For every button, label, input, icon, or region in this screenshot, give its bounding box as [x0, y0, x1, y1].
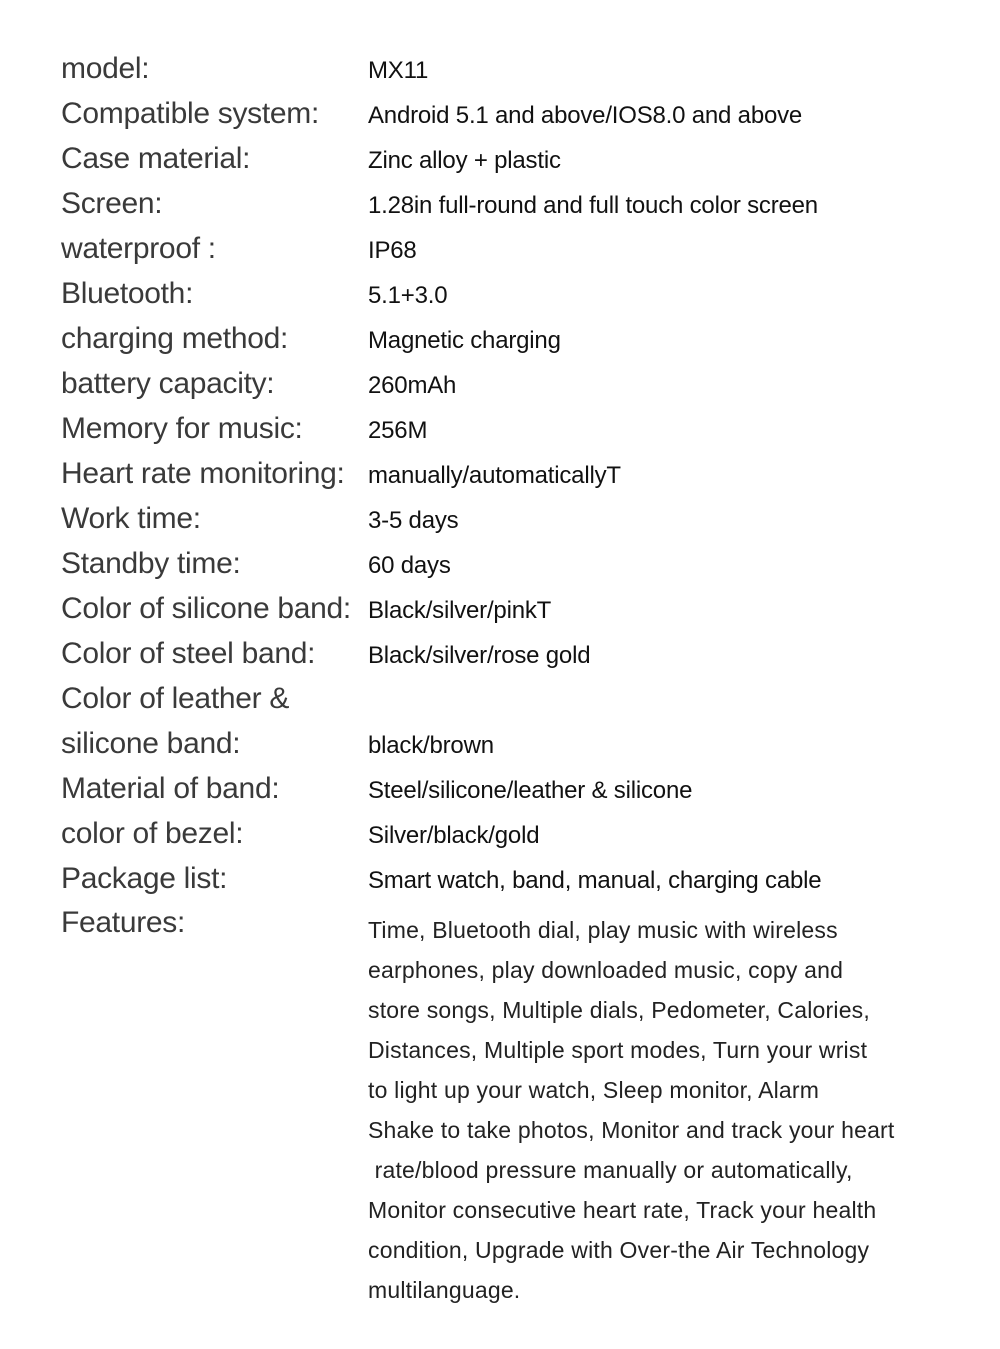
spec-label-standby-time: Standby time: [61, 547, 241, 580]
spec-label-leather-band-color-line2: silicone band: [61, 727, 241, 760]
spec-label-features: Features: [61, 906, 186, 939]
spec-label-model: model: [61, 52, 150, 85]
spec-value-memory-for-music: 256M [368, 417, 428, 444]
spec-value-compatible-system: Android 5.1 and above/IOS8.0 and above [368, 102, 803, 129]
features-line: Monitor consecutive heart rate, Track your health [368, 1197, 877, 1223]
spec-label-steel-band-color: Color of steel band: [61, 637, 316, 670]
spec-value-package-list: Smart watch, band, manual, charging cable [368, 867, 822, 894]
features-line: multilanguage. [368, 1277, 521, 1303]
spec-value-case-material: Zinc alloy + plastic [368, 147, 561, 174]
spec-value-standby-time: 60 days [368, 552, 451, 579]
spec-value-waterproof: IP68 [368, 237, 417, 264]
spec-label-silicone-band-color: Color of silicone band: [61, 592, 351, 625]
spec-value-bezel-color: Silver/black/gold [368, 822, 540, 849]
spec-label-heart-rate-monitoring: Heart rate monitoring: [61, 457, 345, 490]
spec-label-bezel-color: color of bezel: [61, 817, 244, 850]
features-line: Shake to take photos, Monitor and track your heart [368, 1117, 895, 1143]
spec-label-leather-band-color-line1: Color of leather & [61, 682, 290, 715]
spec-label-case-material: Case material: [61, 142, 251, 175]
spec-value-steel-band-color: Black/silver/rose gold [368, 642, 591, 669]
spec-value-screen: 1.28in full-round and full touch color screen [368, 192, 818, 219]
spec-value-model: MX11 [368, 57, 429, 84]
spec-label-package-list: Package list: [61, 862, 228, 895]
features-line: Distances, Multiple sport modes, Turn your wrist [368, 1037, 868, 1063]
spec-label-battery-capacity: battery capacity: [61, 367, 275, 400]
spec-label-compatible-system: Compatible system: [61, 97, 320, 130]
features-line: condition, Upgrade with Over-the Air Technology [368, 1237, 870, 1263]
spec-value-silicone-band-color: Black/silver/pinkT [368, 597, 552, 624]
spec-value-battery-capacity: 260mAh [368, 372, 457, 399]
features-line: store songs, Multiple dials, Pedometer, Calories, [368, 997, 870, 1023]
spec-label-work-time: Work time: [61, 502, 201, 535]
spec-label-band-material: Material of band: [61, 772, 280, 805]
spec-label-bluetooth: Bluetooth: [61, 277, 194, 310]
features-line: earphones, play downloaded music, copy and [368, 957, 844, 983]
spec-value-leather-band-color: black/brown [368, 732, 494, 759]
spec-label-waterproof: waterproof : [61, 232, 216, 265]
spec-label-memory-for-music: Memory for music: [61, 412, 303, 445]
spec-label-charging-method: charging method: [61, 322, 289, 355]
spec-value-band-material: Steel/silicone/leather & silicone [368, 777, 693, 804]
features-line: rate/blood pressure manually or automatically, [368, 1157, 853, 1183]
features-line: to light up your watch, Sleep monitor, Alarm [368, 1077, 820, 1103]
spec-value-charging-method: Magnetic charging [368, 327, 561, 354]
spec-value-work-time: 3-5 days [368, 507, 459, 534]
spec-value-bluetooth: 5.1+3.0 [368, 282, 448, 309]
spec-value-heart-rate-monitoring: manually/automaticallyT [368, 462, 621, 489]
spec-label-screen: Screen: [61, 187, 163, 220]
features-line: Time, Bluetooth dial, play music with wireless [368, 917, 838, 943]
features-description [368, 910, 968, 1310]
